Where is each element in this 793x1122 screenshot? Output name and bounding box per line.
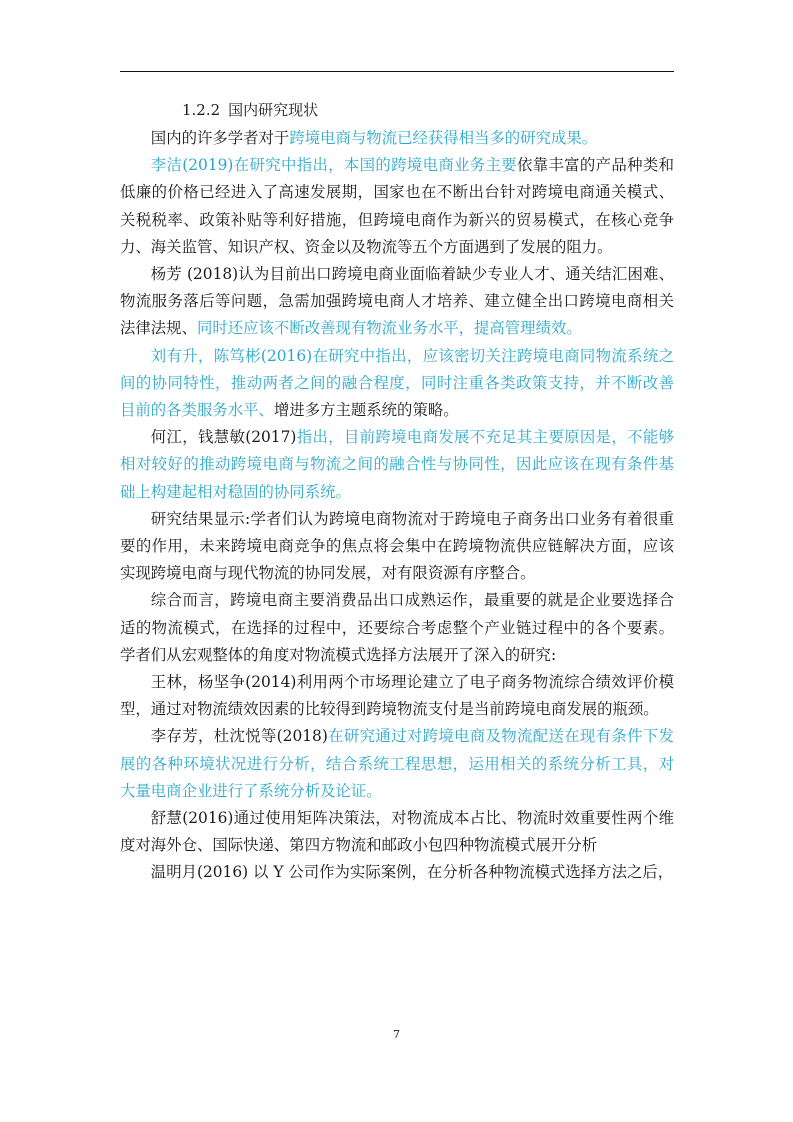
highlighted-run: 指出，目前跨境电商发展不充足其主要原因是，不能够相对较好的推动跨境电商与物流之间的融合性与协同性，因此应该在现有条件基础上构建起相对稳固的协同系统。: [120, 428, 674, 501]
text-run: 杨芳 (2018)认为目前出口跨境电商业面临着缺少专业人才、通关结汇困难、物流服务落后等问题，急需加强跨境电商人才培养、建立健全出口跨境电商相关法律法规、: [120, 265, 674, 338]
highlighted-run: 刘有升，陈笃彬(2016)在研究中指出，应该密切关注跨境电商同物流系统之间的协同特性，推动两者之间的融合程度，同时注重各类政策支持，并不断改善目前的各类服务水平、: [120, 346, 674, 420]
paragraph-9: [120, 723, 674, 805]
page-number: 7: [393, 1028, 400, 1041]
paragraph-1: [120, 125, 674, 152]
header-rule: [120, 71, 674, 72]
text-run: 李存芳，杜沈悦等(2018): [150, 727, 328, 746]
paragraph-3: [120, 261, 674, 343]
paragraph-2: [120, 152, 674, 261]
text-run: 研究结果显示:学者们认为跨境电商物流对于跨境电子商务出口业务有着很重要的作用，未来跨境电商竞争的焦点将会集中在跨境物流供应链解决方面，应该实现跨境电商与现代物流的协同发展，对有限资源有序整合。: [120, 509, 674, 583]
text-run: 何江，钱慧敏(2017): [150, 428, 297, 447]
text-run: 增进多方主题系统的策略。: [273, 401, 459, 420]
body-text: [120, 125, 674, 887]
paragraph-7: [120, 587, 674, 669]
text-run: 国内的许多学者对于: [150, 129, 290, 147]
paragraph-10: [120, 805, 674, 859]
paragraph-11: [120, 859, 674, 886]
section-heading: [182, 100, 318, 120]
text-run: 舒慧(2016)通过使用矩阵决策法，对物流成本占比、物流时效重要性两个维度对海外仓、国际快递、第四方物流和邮政小包四种物流模式展开分析: [120, 809, 674, 855]
section-title: 国内研究现状: [228, 101, 319, 119]
highlighted-run: 李洁(2019)在研究中指出，本国的跨境电商业务主要: [150, 156, 517, 175]
highlighted-run: 跨境电商与物流已经获得相当多的研究成果。: [289, 129, 598, 147]
text-run: 综合而言，跨境电商主要消费品出口成熟运作，最重要的就是企业要选择合适的物流模式，在选择的过程中，还要综合考虑整个产业链过程中的各个要素。学者们从宏观整体的角度对物流模式选择方法展开了深入的研究:: [120, 591, 674, 664]
paragraph-4: [120, 343, 674, 425]
section-number: 1.2.2: [182, 101, 221, 119]
text-run: 温明月(2016) 以 Y 公司作为实际案例，在分析各种物流模式选择方法之后，: [150, 863, 674, 882]
paragraph-8: [120, 669, 674, 723]
paragraph-5: [120, 424, 674, 506]
highlighted-run: 在研究通过对跨境电商及物流配送在现有条件下发展的各种环境状况进行分析，结合系统工程思想，运用相关的系统分析工具，对大量电商企业进行了系统分析及论证。: [120, 727, 674, 800]
highlighted-run: 同时还应该不断改善现有物流业务水平，提高管理绩效。: [196, 319, 582, 338]
text-run: 依靠丰富的产品种类和低廉的价格已经进入了高速发展期，国家也在不断出台针对跨境电商通关模式、关税税率、政策补贴等利好措施，但跨境电商作为新兴的贸易模式，在核心竞争力、海关监管、知识产权、资金以及物流等五个方面遇到了发展的阻力。: [120, 156, 674, 256]
paragraph-6: [120, 506, 674, 588]
text-run: 王林，杨坚争(2014)利用两个市场理论建立了电子商务物流综合绩效评价模型，通过对物流绩效因素的比较得到跨境物流支付是当前跨境电商发展的瓶颈。: [120, 673, 674, 719]
